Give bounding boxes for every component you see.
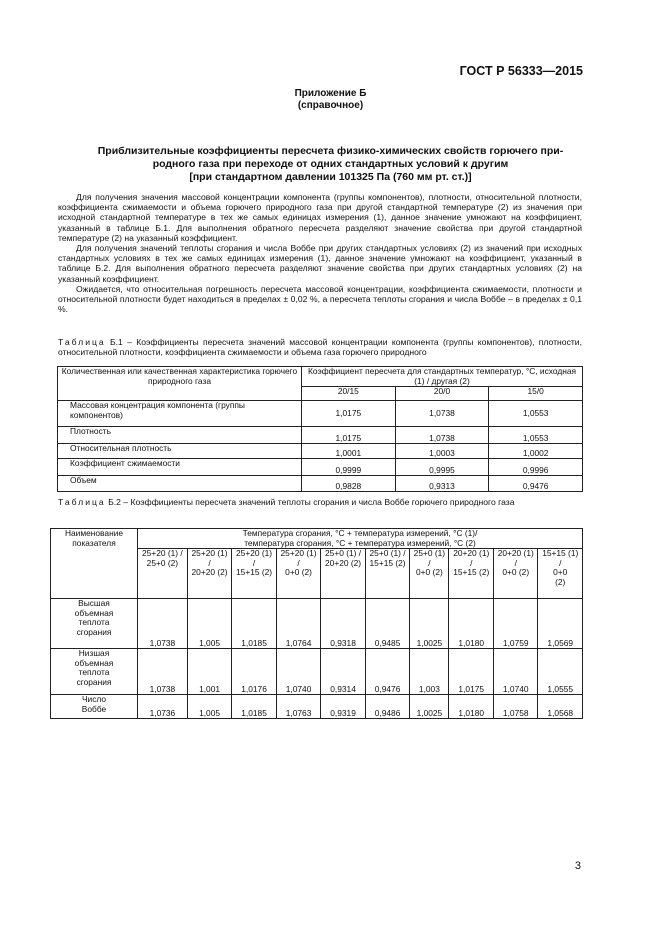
table2-cell: 1,0025 — [410, 695, 449, 719]
table1-cell: 0,9999 — [302, 459, 396, 476]
table1-cell: 0,9996 — [489, 459, 583, 476]
table2-row-label: Число Воббе — [51, 695, 138, 719]
table2-col-header: 20+20 (1) / 15+15 (2) — [449, 549, 494, 599]
table-row — [58, 444, 583, 459]
paragraph-3: Ожидается, что относительная погрешность пересчета массовой концентрации, коэффициента сжимаемости, плотности и относительной плотности будет находиться в пределах ± 0,02 %, а пересчета теплоты сгорания и числа Воббе – в пределах ± 0,1 %. — [58, 283, 582, 315]
table2-cell: 0,9314 — [321, 649, 366, 695]
table1-row-label: Массовая концентрация компонента (группы компонентов) — [58, 401, 302, 427]
table2-caption-prefix: Таблица — [58, 497, 106, 507]
standard-number: ГОСТ Р 56333—2015 — [459, 64, 583, 78]
table1-cell: 1,0001 — [302, 444, 396, 459]
table2-cell: 1,003 — [410, 649, 449, 695]
table2-col-header: 25+20 (1) / 15+15 (2) — [232, 549, 277, 599]
appendix-title: Приложение Б — [294, 88, 367, 99]
table2-header-right — [138, 529, 583, 549]
table1-cell: 0,9995 — [395, 459, 489, 476]
table1-cell: 1,0738 — [395, 401, 489, 427]
table1-cell: 0,9828 — [302, 476, 396, 492]
title-line-3: [при стандартном давлении 101325 Па (760 мм рт. ст.)] — [189, 171, 472, 183]
table2-header-left: Наименование показателя — [51, 529, 138, 599]
table2-cell: 1,0740 — [493, 649, 538, 695]
document-title — [60, 145, 601, 184]
table1-row-label: Относительная плотность — [58, 444, 302, 459]
table1-header-right: Коэффициент пересчета для стандартных температур, °С, исходная (1) / другая (2) — [302, 367, 583, 387]
table1-col-header: 20/0 — [395, 387, 489, 401]
table2-cell: 1,0763 — [276, 695, 321, 719]
title-line-1: Приблизительные коэффициенты пересчета физико-химических свойств горючего при- — [97, 145, 564, 157]
table-row — [51, 599, 583, 649]
table1-cell: 1,0175 — [302, 427, 396, 444]
table2-cell: 1,0758 — [493, 695, 538, 719]
table1-col-header: 15/0 — [489, 387, 583, 401]
table2-row-label: Высшая объемная теплота сгорания — [51, 599, 138, 649]
table2-row-label: Низшая объемная теплота сгорания — [51, 649, 138, 695]
appendix-heading — [0, 88, 661, 112]
table2-cell: 1,0176 — [232, 649, 277, 695]
table-row — [58, 459, 583, 476]
table2-cell: 0,9319 — [321, 695, 366, 719]
table-row — [58, 401, 583, 427]
table2-col-header: 20+20 (1) / 0+0 (2) — [493, 549, 538, 599]
table-1 — [57, 366, 583, 492]
table2-cell: 1,0555 — [538, 649, 583, 695]
table1-cell: 1,0553 — [489, 427, 583, 444]
table1-cell: 1,0553 — [489, 401, 583, 427]
paragraph-1: Для получения значения массовой концентрации компонента (группы компонентов), плотности, относительной плотности, коэффициента сжимаемости и объема горючего природного газа при другой стандартной температуре (2) из значения при исходной стандартной температуре в тех же самых единицах измерения (1), данное значение умножают на коэффициент, указанный в таблице Б.1. Для выполнения обратного пересчета разделяют значение свойства при другой стандартной температуре (2) на указанный коэффициент. — [58, 192, 582, 243]
table-row — [51, 695, 583, 719]
table2-col-header: 25+20 (1) / 0+0 (2) — [276, 549, 321, 599]
table2-cell: 1,0738 — [138, 649, 188, 695]
table2-caption — [58, 497, 582, 507]
table1-cell: 1,0002 — [489, 444, 583, 459]
table-row — [58, 476, 583, 492]
table1-col-header: 20/15 — [302, 387, 396, 401]
table2-col-header: 15+15 (1) / 0+0 (2) — [538, 549, 583, 599]
table1-caption-prefix: Таблица — [58, 337, 106, 347]
table2-cell: 0,9318 — [321, 599, 366, 649]
table1-cell: 0,9476 — [489, 476, 583, 492]
table1-caption-text: Б.1 – Коэффициенты пересчета значений массовой концентрации компонента (группы компонентов), плотности, относительной плотности, коэффициента сжимаемости и объема газа горючего природного — [58, 337, 582, 358]
table1-cell: 0,9313 — [395, 476, 489, 492]
table2-header-right-line-1: Температура сгорания, °С + температура измерений, °С (1)/ — [242, 528, 478, 538]
title-line-2: родного газа при переходе от одних стандартных условий к другим — [152, 158, 509, 170]
table2-cell: 0,9476 — [365, 649, 410, 695]
table-row — [51, 649, 583, 695]
table2-cell: 1,0175 — [449, 649, 494, 695]
table1-row-label: Объем — [58, 476, 302, 492]
table2-cell: 1,0736 — [138, 695, 188, 719]
table2-cell: 1,001 — [187, 649, 232, 695]
table1-caption — [58, 337, 582, 357]
table1-cell: 1,0003 — [395, 444, 489, 459]
table2-col-header: 25+0 (1) / 15+15 (2) — [365, 549, 410, 599]
table1-cell: 1,0175 — [302, 401, 396, 427]
table1-header-left: Количественная или качественная характеристика горючего природного газа — [58, 367, 302, 401]
table2-col-header: 25+0 (1) / 20+20 (2) — [321, 549, 366, 599]
table1-row-label: Коэффициент сжимаемости — [58, 459, 302, 476]
paragraph-2: Для получения значений теплоты сгорания и числа Воббе при других стандартных условиях (2) из значений при исходных стандартных условиях в тех же самых единицах измерения (1), данное значение умножают на коэффициент, указанный в таблице Б.2. Для выполнения обратного пересчета разделяют значение свойства при других стандартных условиях (2) на указанный коэффициент. — [58, 243, 582, 284]
table2-cell: 1,0185 — [232, 599, 277, 649]
table2-cell: 0,9486 — [365, 695, 410, 719]
table2-cell: 1,0568 — [538, 695, 583, 719]
table2-cell: 1,005 — [187, 695, 232, 719]
table2-cell: 1,0764 — [276, 599, 321, 649]
table1-cell: 1,0738 — [395, 427, 489, 444]
page-number: 3 — [574, 860, 581, 872]
table2-col-header: 25+20 (1) / 25+0 (2) — [138, 549, 188, 599]
table2-cell: 1,0025 — [410, 599, 449, 649]
table2-cell: 1,005 — [187, 599, 232, 649]
table2-cell: 1,0759 — [493, 599, 538, 649]
table1-row-label: Плотность — [58, 427, 302, 444]
table2-cell: 1,0185 — [232, 695, 277, 719]
table2-cell: 1,0740 — [276, 649, 321, 695]
table2-cell: 1,0180 — [449, 599, 494, 649]
table-row — [58, 427, 583, 444]
table2-col-header: 25+0 (1) / 0+0 (2) — [410, 549, 449, 599]
table2-cell: 1,0569 — [538, 599, 583, 649]
table2-caption-text: Б.2 – Коэффициенты пересчета значений теплоты сгорания и числа Воббе горючего природного газа — [105, 497, 515, 507]
table2-header-right-line-2: температура сгорания, °С + температура измерений, °С (2) — [244, 537, 476, 548]
table2-cell: 0,9485 — [365, 599, 410, 649]
body-paragraphs — [58, 192, 582, 314]
appendix-subtitle: (справочное) — [297, 100, 364, 111]
table2-col-header: 25+20 (1) / 20+20 (2) — [187, 549, 232, 599]
table2-cell: 1,0738 — [138, 599, 188, 649]
table2-cell: 1,0180 — [449, 695, 494, 719]
table-2 — [50, 528, 583, 719]
